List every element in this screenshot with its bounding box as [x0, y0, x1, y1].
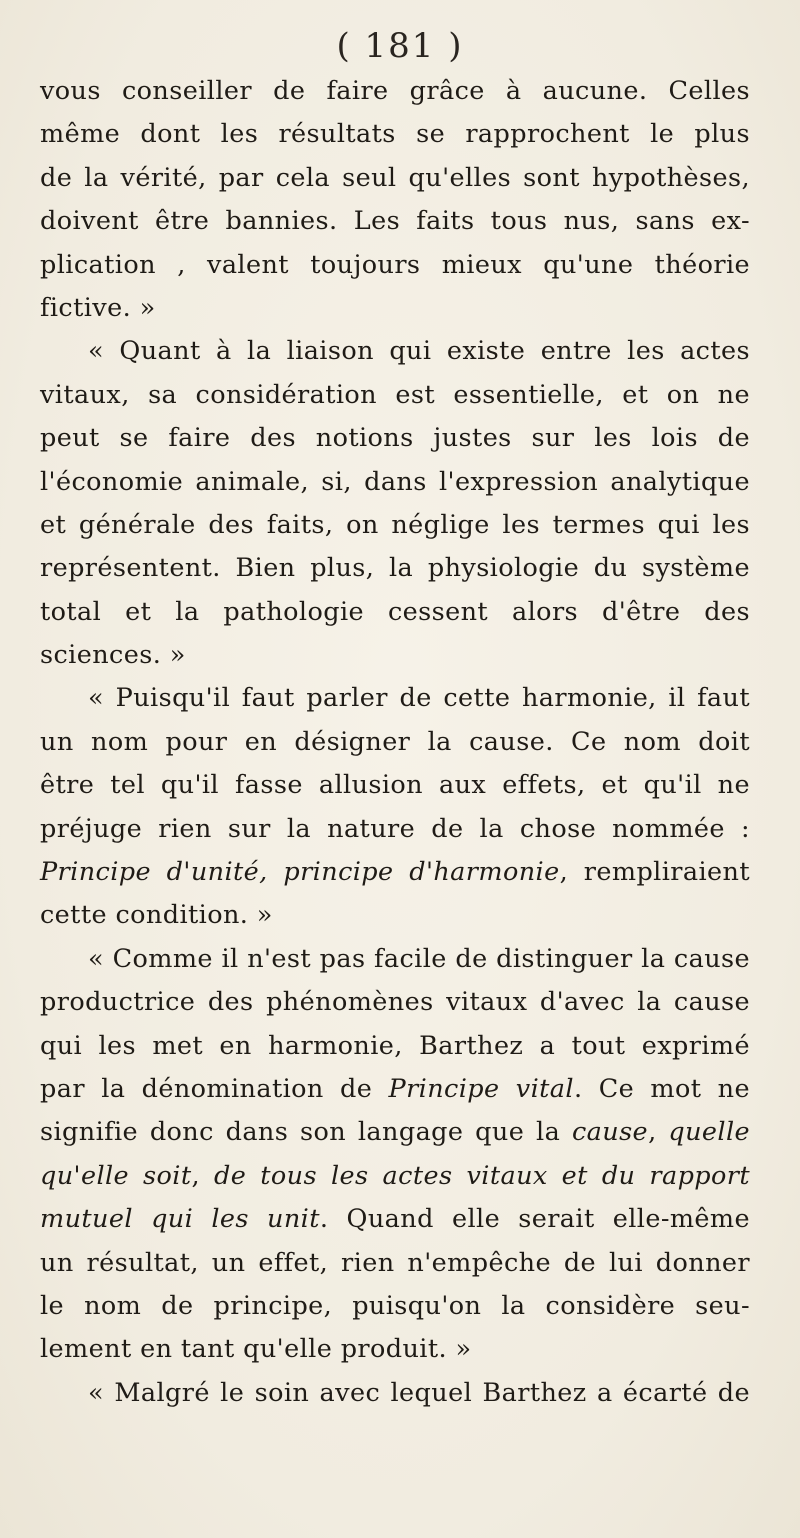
text-line: même dont les résultats se rapprochent le plus — [40, 119, 750, 150]
text-line: vitaux, sa considération est essentielle, et on ne — [40, 379, 750, 410]
italic-span: qu'elle soit — [40, 1160, 192, 1191]
italic-span: Principe d'unité, principe d'harmonie — [40, 857, 560, 888]
text-line-mixed — [40, 1198, 750, 1241]
text-line: un nom pour en désigner la cause. Ce nom doit — [40, 726, 750, 757]
text-line-mixed — [40, 1155, 750, 1198]
text-line: productrice des phénomènes vitaux d'avec la cause — [40, 987, 750, 1018]
text-line: « Puisqu'il faut parler de cette harmonie, il faut — [88, 683, 750, 714]
text-span: , — [191, 1160, 215, 1191]
text-span: . Ce mot ne — [573, 1073, 750, 1104]
body-text — [40, 70, 750, 1415]
text-line-mixed — [40, 1068, 750, 1111]
text-span: , rempliraient — [559, 857, 750, 888]
text-line: « Comme il n'est pas facile de distinguer la cause — [88, 943, 750, 974]
text-line: le nom de principe, puisqu'on la considère seu- — [40, 1290, 750, 1321]
text-line-mixed — [40, 851, 750, 894]
text-line: total et la pathologie cessent alors d'être des — [40, 596, 750, 627]
italic-span: quelle — [668, 1117, 750, 1148]
text-line: de la vérité, par cela seul qu'elles sont hypothèses, — [40, 162, 750, 193]
text-line: « Quant à la liaison qui existe entre les actes — [88, 336, 750, 367]
italic-span: mutuel qui les unit — [40, 1204, 320, 1235]
text-line-mixed — [40, 1111, 750, 1154]
text-line: peut se faire des notions justes sur les lois de — [40, 423, 750, 454]
italic-span: de tous les actes vitaux et du rapport — [214, 1160, 751, 1191]
text-line: vous conseiller de faire grâce à aucune. Celles — [40, 76, 750, 106]
text-line: lement en tant qu'elle produit. » — [40, 1334, 472, 1365]
text-line: préjuge rien sur la nature de la chose nommée : — [40, 813, 750, 844]
text-span: par la dénomination de — [40, 1073, 389, 1104]
text-line: un résultat, un effet, rien n'empêche de lui donner — [40, 1247, 750, 1278]
text-line: doivent être bannies. Les faits tous nus, sans ex- — [40, 206, 750, 237]
text-span: signifie donc dans son langage que la — [40, 1117, 572, 1148]
text-line: cette condition. » — [40, 900, 273, 931]
text-line: qui les met en harmonie, Barthez a tout exprimé — [40, 1030, 750, 1061]
text-line: « Malgré le soin avec lequel Barthez a écarté de — [88, 1377, 750, 1408]
text-line: être tel qu'il fasse allusion aux effets, et qu'il ne — [40, 770, 750, 801]
italic-span: cause — [571, 1117, 649, 1148]
italic-span: Principe vital — [388, 1073, 574, 1104]
text-line: sciences. » — [40, 640, 186, 671]
text-line: représentent. Bien plus, la physiologie du système — [40, 553, 750, 584]
page-number: ( 181 ) — [336, 26, 464, 66]
text-span: . Quand elle serait elle-même — [319, 1204, 750, 1235]
text-span: , — [648, 1117, 669, 1148]
text-line: fictive. » — [40, 292, 156, 323]
text-line: l'économie animale, si, dans l'expression analytique — [40, 466, 750, 497]
text-line: plication , valent toujours mieux qu'une théorie — [40, 249, 750, 280]
text-line: et générale des faits, on néglige les termes qui les — [40, 509, 750, 540]
